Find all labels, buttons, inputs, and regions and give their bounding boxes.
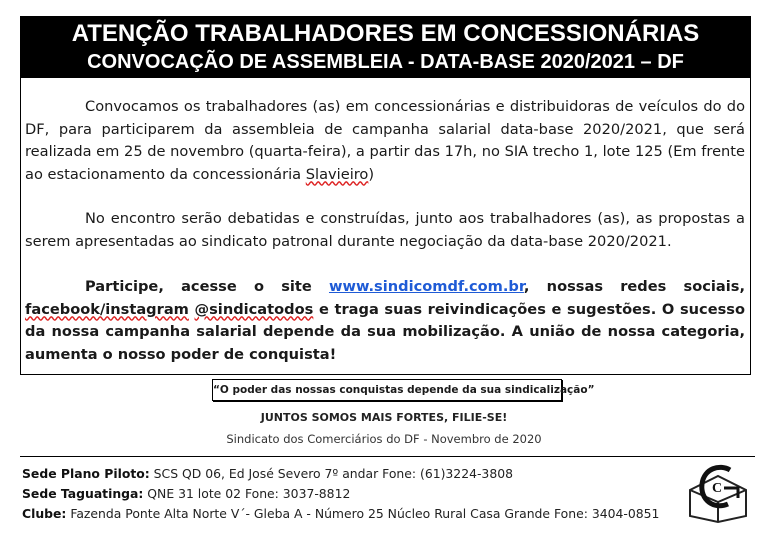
address-text: Fazenda Ponte Alta Norte V´- Gleba A - Número 25 Núcleo Rural Casa Grande Fone: 3404-0851 (66, 506, 660, 521)
header-subtitle: CONVOCAÇÃO DE ASSEMBLEIA - DATA-BASE 2020/2021 – DF (87, 51, 684, 73)
convocation-end: ) (368, 165, 375, 183)
address-plano-piloto (22, 466, 513, 481)
signature: Sindicato dos Comerciários do DF - Novembro de 2020 (226, 432, 542, 446)
participate-text: Participe, acesse o site (85, 278, 329, 295)
address-clube (22, 506, 659, 521)
address-label: Sede Taguatinga: (22, 486, 144, 501)
address-label: Clube: (22, 506, 67, 521)
meeting-text: No encontro serão debatidas e construídas, junto aos trabalhadores (as), as propostas a serem apresentadas ao sindicato patronal durante negociação da data-base 2020/2021. (25, 210, 745, 250)
website-link[interactable]: www.sindicomdf.com.br (328, 278, 524, 295)
header-title: ATENÇÃO TRABALHADORES EM CONCESSIONÁRIAS (71, 20, 700, 47)
quote-box: “O poder das nossas conquistas depende da sua sindicalização” (212, 379, 562, 401)
paragraph-meeting (25, 208, 745, 253)
social-networks: facebook/instagram (25, 300, 189, 318)
slogan: JUNTOS SOMOS MAIS FORTES, FILIE-SE! (260, 411, 508, 424)
footer-divider (20, 456, 755, 457)
address-taguatinga (22, 486, 350, 501)
paragraph-convocation (25, 96, 745, 186)
convocation-text: Convocamos os trabalhadores (as) em concessionárias e distribuidoras de veículos do do DF, para participarem da assembleia de campanha salarial data-base 2020/2021, que será realizada em 25 de novembro (quarta-feira), a partir das 17h, no SIA trecho 1, lote 125 (Em frente ao estacionamento da concessionária (25, 98, 745, 183)
address-text: QNE 31 lote 02 Fone: 3037-8812 (143, 486, 351, 501)
address-label: Sede Plano Piloto: (22, 466, 150, 481)
logo-letter: C (712, 481, 723, 496)
union-logo-icon (684, 462, 752, 524)
address-text: SCS QD 06, Ed José Severo 7º andar Fone: (61)3224-3808 (149, 466, 513, 481)
participate-text-4: e traga suas reivindicações e sugestões. O sucesso da nossa campanha salarial depende da sua mobilização. A união de nossa categoria, aumenta o nosso poder de conquista! (25, 300, 745, 363)
participate-text-2: , nossas redes sociais, (523, 278, 745, 295)
social-handle: @sindicatodos (194, 300, 314, 318)
notice-header (20, 16, 751, 78)
paragraph-participate (25, 276, 745, 366)
dealership-name: Slavieiro (305, 165, 369, 183)
